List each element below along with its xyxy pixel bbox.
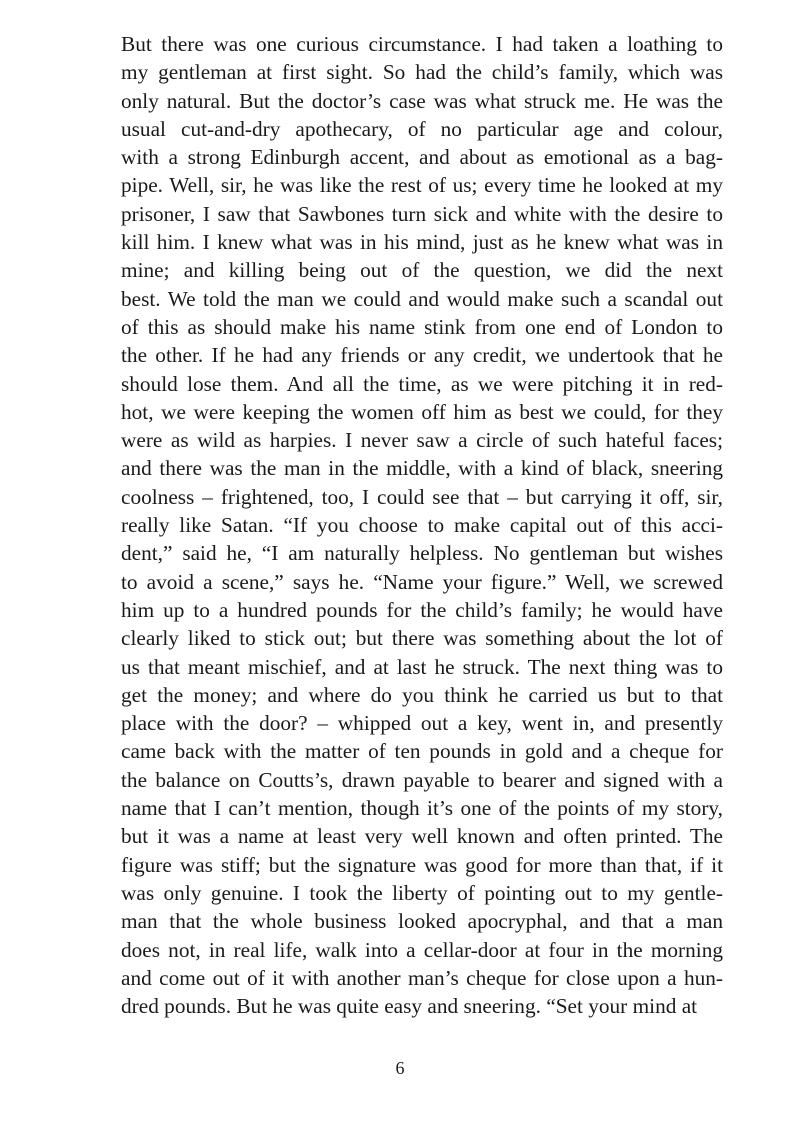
text-line: place with the door? – whipped out a key, went in, and presently bbox=[121, 711, 723, 736]
text-line: kill him. I knew what was in his mind, just as he knew what was in bbox=[121, 230, 723, 255]
text-line: but it was a name at least very well known and often printed. The bbox=[121, 824, 723, 849]
text-line: hot, we were keeping the women off him as best we could, for they bbox=[121, 399, 723, 424]
text-line: was only genuine. I took the liberty of pointing out to my gentle- bbox=[121, 880, 723, 905]
text-line: my gentleman at first sight. So had the child’s family, which was bbox=[121, 60, 723, 85]
text-line: only natural. But the doctor’s case was what struck me. He was the bbox=[121, 88, 723, 113]
text-line: should lose them. And all the time, as we were pitching it in red- bbox=[121, 371, 723, 396]
text-line: prisoner, I saw that Sawbones turn sick and white with the desire to bbox=[121, 201, 723, 226]
text-line: figure was stiff; but the signature was good for more than that, if it bbox=[121, 852, 723, 877]
page-number: 6 bbox=[395, 1058, 405, 1078]
text-line: came back with the matter of ten pounds in gold and a cheque for bbox=[121, 739, 723, 764]
text-line: coolness – frightened, too, I could see that – but carrying it off, sir, bbox=[121, 484, 723, 509]
text-line: to avoid a scene,” says he. “Name your figure.” Well, we screwed bbox=[121, 569, 723, 594]
text-line: us that meant mischief, and at last he struck. The next thing was to bbox=[121, 654, 723, 679]
text-line: and there was the man in the middle, with a kind of black, sneering bbox=[121, 456, 723, 481]
text-line: really like Satan. “If you choose to make capital out of this acci- bbox=[121, 513, 723, 538]
text-line: him up to a hundred pounds for the child’s family; he would have bbox=[121, 597, 723, 622]
text-line: man that the whole business looked apocryphal, and that a man bbox=[121, 909, 723, 934]
text-line: mine; and killing being out of the question, we did the next bbox=[121, 258, 723, 283]
text-line: But there was one curious circumstance. I had taken a loathing to bbox=[121, 32, 723, 56]
text-line: dent,” said he, “I am naturally helpless. No gentleman but wishes bbox=[121, 541, 723, 566]
text-line: best. We told the man we could and would make such a scandal out bbox=[121, 286, 723, 311]
text-line: clearly liked to stick out; but there was something about the lot of bbox=[121, 626, 723, 651]
text-line: does not, in real life, walk into a cellar-door at four in the morning bbox=[121, 937, 723, 962]
body-text bbox=[121, 30, 723, 1020]
text-line: with a strong Edinburgh accent, and about as emotional as a bag- bbox=[121, 145, 723, 170]
text-line: were as wild as harpies. I never saw a circle of such hateful faces; bbox=[121, 428, 723, 453]
text-line: the balance on Coutts’s, drawn payable to bearer and signed with a bbox=[121, 767, 723, 792]
text-line: name that I can’t mention, though it’s one of the points of my story, bbox=[121, 796, 723, 821]
text-line: the other. If he had any friends or any credit, we undertook that he bbox=[121, 343, 723, 368]
text-line: pipe. Well, sir, he was like the rest of us; every time he looked at my bbox=[121, 173, 723, 198]
text-line: of this as should make his name stink from one end of London to bbox=[121, 314, 723, 339]
text-line: dred pounds. But he was quite easy and sneering. “Set your mind at bbox=[121, 994, 698, 1019]
text-line: usual cut-and-dry apothecary, of no particular age and colour, bbox=[121, 116, 723, 141]
text-line: and come out of it with another man’s cheque for close upon a hun- bbox=[121, 965, 723, 990]
text-line: get the money; and where do you think he carried us but to that bbox=[121, 682, 723, 707]
